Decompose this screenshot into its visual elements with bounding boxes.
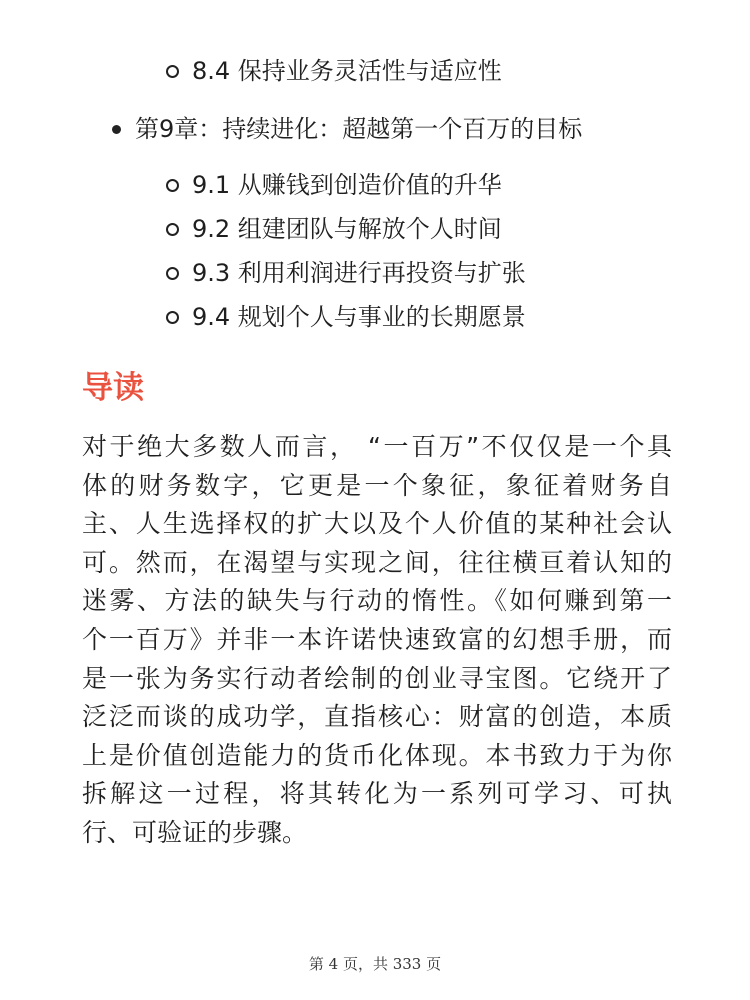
- paragraph-line: 可。然而，在渴望与实现之间，往往横亘着认知的: [82, 547, 672, 577]
- hollow-circle-bullet-icon: [166, 179, 179, 192]
- hollow-circle-bullet-icon: [166, 65, 179, 78]
- toc-subitem-9-3[interactable]: [166, 258, 526, 288]
- paragraph-line: 拆解这一过程，将其转化为一系列可学习、可执: [82, 779, 672, 809]
- toc-subitem-label: 9.3 利用利润进行再投资与扩张: [192, 259, 526, 287]
- toc-subitem-label: 8.4 保持业务灵活性与适应性: [192, 57, 502, 85]
- toc-subitem-label: 9.2 组建团队与解放个人时间: [192, 215, 502, 243]
- paragraph-line: 上是价值创造能力的货币化体现。本书致力于为你: [82, 740, 672, 770]
- toc-subitem-label: 9.4 规划个人与事业的长期愿景: [192, 303, 526, 331]
- toc-subitem-9-2[interactable]: [166, 214, 502, 244]
- toc-chapter-label: 第9章：持续进化：超越第一个百万的目标: [135, 115, 583, 143]
- paragraph-line: 体的财务数字，它更是一个象征，象征着财务自: [82, 470, 672, 500]
- paragraph-line: 主、人生选择权的扩大以及个人价值的某种社会认: [82, 509, 672, 539]
- section-heading: 导读: [82, 370, 144, 406]
- paragraph-line: 泛泛而谈的成功学，直指核心：财富的创造，本质: [82, 702, 672, 732]
- paragraph-line: 对于绝大多数人而言， “一百万”不仅仅是一个具: [82, 432, 672, 461]
- paragraph-line: 迷雾、方法的缺失与行动的惰性。《如何赚到第一: [82, 586, 672, 616]
- hollow-circle-bullet-icon: [166, 311, 179, 324]
- intro-paragraph: [82, 428, 672, 853]
- hollow-circle-bullet-icon: [166, 267, 179, 280]
- toc-chapter-9[interactable]: [112, 114, 582, 144]
- paragraph-line: 行、可验证的步骤。: [82, 817, 308, 847]
- hollow-circle-bullet-icon: [166, 223, 179, 236]
- toc-subitem-label: 9.1 从赚钱到创造价值的升华: [192, 171, 502, 199]
- filled-dot-bullet-icon: [112, 125, 121, 134]
- toc-subitem-9-4[interactable]: [166, 302, 526, 332]
- toc-subitem-9-1[interactable]: [166, 170, 502, 200]
- page-number-footer: 第 4 页，共 333 页: [308, 955, 442, 973]
- paragraph-line: 是一张为务实行动者绘制的创业寻宝图。它绕开了: [82, 663, 672, 693]
- toc-subitem-8-4[interactable]: [166, 56, 502, 86]
- paragraph-line: 个一百万》并非一本许诺快速致富的幻想手册，而: [82, 624, 672, 654]
